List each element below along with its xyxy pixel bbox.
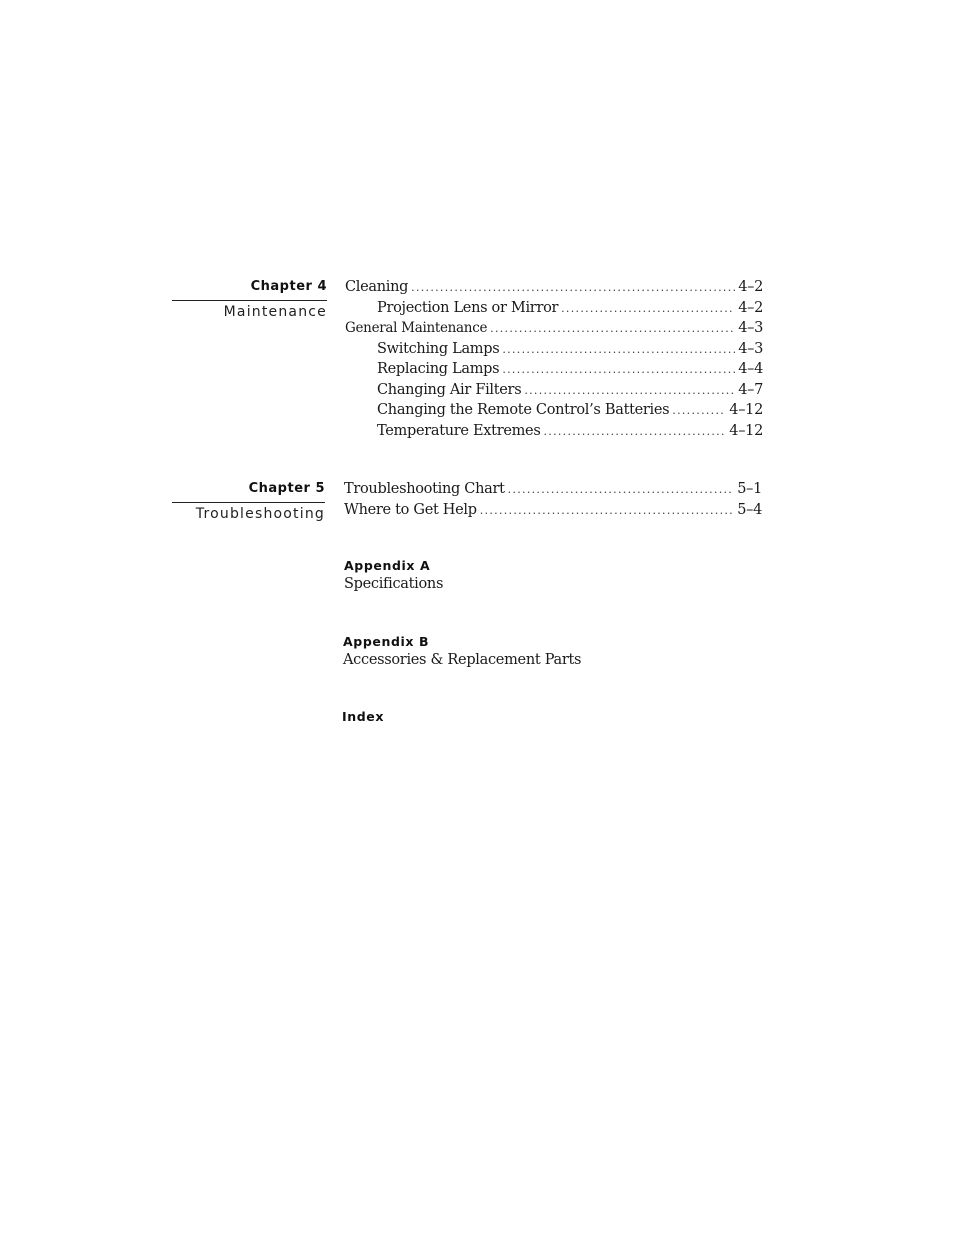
toc-entry-text: Changing Air Filters <box>377 381 522 398</box>
toc-entry-page: 4–3 <box>738 340 763 357</box>
toc-entry-text: Changing the Remote Control’s Batteries <box>377 402 670 418</box>
toc-leader-dots <box>411 278 735 299</box>
toc-entry[interactable] <box>345 421 763 442</box>
chapter-5-label: Chapter 5 <box>248 481 325 496</box>
toc-entry[interactable] <box>345 380 763 401</box>
toc-entry-page: 5–4 <box>737 501 762 518</box>
toc-entry[interactable] <box>344 500 762 521</box>
toc-entry[interactable] <box>345 400 763 421</box>
toc-entry[interactable] <box>345 277 763 298</box>
toc-entry[interactable] <box>345 318 763 339</box>
toc-entry-page: 4–2 <box>738 299 763 316</box>
appendix-a-title: Specifications <box>344 576 444 592</box>
toc-leader-dots <box>502 340 735 361</box>
toc-entry-text: Temperature Extremes <box>377 422 541 439</box>
toc-leader-dots <box>524 381 735 402</box>
chapter-5-title: Troubleshooting <box>195 506 325 522</box>
toc-entry-text: Projection Lens or Mirror <box>377 299 559 316</box>
toc-leader-dots <box>543 422 726 443</box>
toc-entry-page: 4–4 <box>738 361 763 377</box>
chapter-4-title: Maintenance <box>223 304 327 320</box>
toc-entry-page: 4–12 <box>729 402 763 418</box>
appendix-b-label: Appendix B <box>343 634 430 649</box>
toc-entry[interactable] <box>345 359 763 380</box>
chapter-5-heading <box>172 481 325 523</box>
toc-entry[interactable] <box>345 298 763 319</box>
toc-entry-page: 5–1 <box>737 481 762 497</box>
toc-leader-dots <box>561 299 735 320</box>
chapter-5-toc <box>344 479 762 520</box>
toc-leader-dots <box>480 501 734 522</box>
toc-entry-page: 4–2 <box>738 279 763 295</box>
toc-entry-text: Switching Lamps <box>377 340 500 357</box>
chapter-5-rule <box>172 502 325 503</box>
toc-entry-text: Where to Get Help <box>344 501 477 518</box>
index-block[interactable] <box>342 709 384 725</box>
chapter-4-label: Chapter 4 <box>250 279 327 294</box>
toc-leader-dots <box>672 401 726 422</box>
appendix-a-label: Appendix A <box>344 558 431 573</box>
appendix-b-block[interactable] <box>343 634 581 670</box>
toc-entry-page: 4–7 <box>738 381 763 398</box>
toc-leader-dots <box>508 480 735 501</box>
toc-entry-page: 4–3 <box>738 320 763 336</box>
chapter-4-rule <box>172 300 327 301</box>
index-label: Index <box>342 709 385 724</box>
toc-leader-dots <box>502 360 735 381</box>
toc-entry-text: General Maintenance <box>345 320 488 336</box>
chapter-4-heading <box>172 279 327 321</box>
toc-leader-dots <box>490 319 735 340</box>
toc-entry[interactable] <box>345 339 763 360</box>
appendix-a-block[interactable] <box>344 558 443 594</box>
appendix-b-title: Accessories & Replacement Parts <box>343 652 582 668</box>
toc-entry-text: Replacing Lamps <box>377 361 500 377</box>
chapter-4-toc <box>345 277 763 441</box>
toc-entry-page: 4–12 <box>729 422 763 439</box>
toc-entry-text: Cleaning <box>345 279 409 295</box>
toc-entry-text: Troubleshooting Chart <box>344 481 505 497</box>
toc-entry[interactable] <box>344 479 762 500</box>
